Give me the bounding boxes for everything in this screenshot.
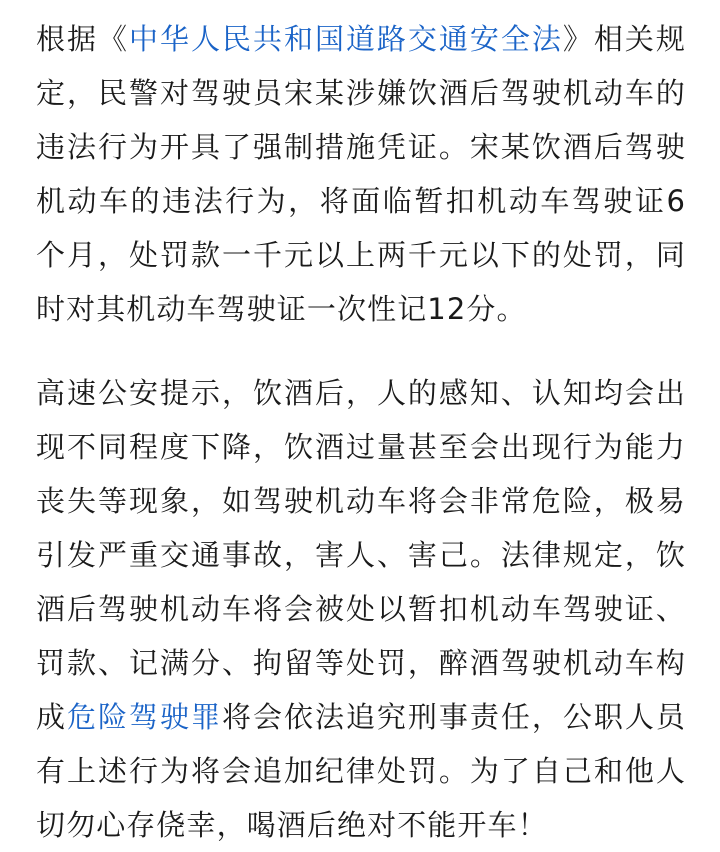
- paragraph-1-text-start: 根据《: [36, 22, 129, 56]
- paragraph-1-text-end: 》相关规定，民警对驾驶员宋某涉嫌饮酒后驾驶机动车的违法行为开具了强制措施凭证。宋某饮酒后驾驶机动车的违法行为，将面临暂扣机动车驾驶证6个月，处罚款一千元以上两千元以下的处罚，同时对其机动车驾驶证一次性记12分。: [36, 22, 686, 326]
- paragraph-2-text-end: 将会依法追究刑事责任，公职人员有上述行为将会追加纪律处罚。为了自己和他人切勿心存侥幸，喝酒后绝对不能开车！: [36, 700, 686, 842]
- paragraph-1: [36, 12, 686, 336]
- traffic-safety-law-link[interactable]: 中华人民共和国道路交通安全法: [128, 22, 563, 56]
- paragraph-2: [36, 366, 686, 852]
- dangerous-driving-crime-link[interactable]: 危险驾驶罪: [67, 700, 222, 734]
- paragraph-2-text-start: 高速公安提示，饮酒后，人的感知、认知均会出现不同程度下降，饮酒过量甚至会出现行为能力丧失等现象，如驾驶机动车将会非常危险，极易引发严重交通事故，害人、害己。法律规定，饮酒后驾驶机动车将会被处以暂扣机动车驾驶证、罚款、记满分、拘留等处罚，醉酒驾驶机动车构成: [36, 376, 686, 734]
